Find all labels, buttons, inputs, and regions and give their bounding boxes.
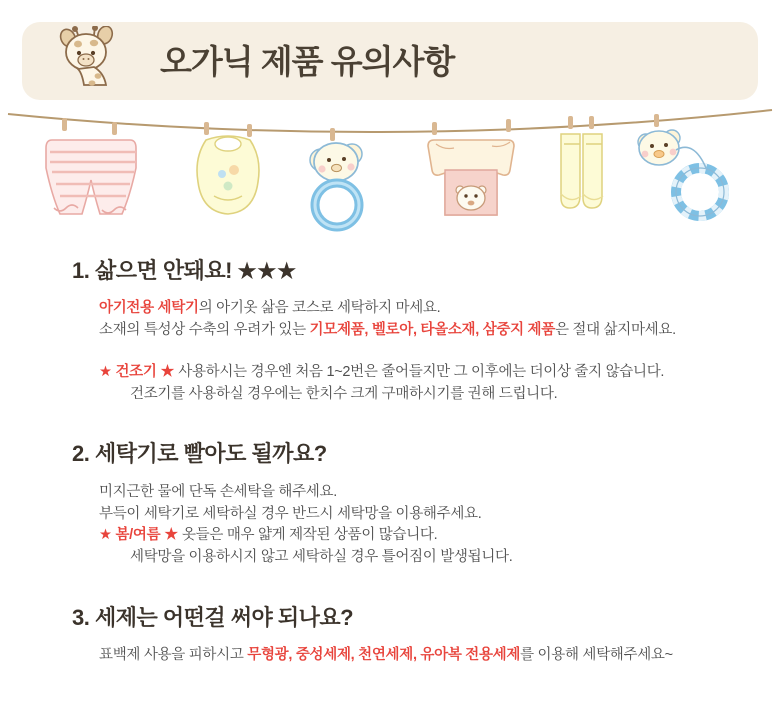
text-plain: 부득이 세탁기로 세탁하실 경우 반드시 세탁망을 이용해주세요. xyxy=(99,505,482,522)
star-icon: ★ xyxy=(99,527,116,544)
spacer xyxy=(0,342,780,362)
text-plain: 세탁망을 이용하시지 않고 세탁하실 경우 틀어짐이 발생됩니다. xyxy=(130,549,513,566)
section-2-heading xyxy=(0,441,780,467)
baby-socks xyxy=(561,116,603,208)
duck-rattle-toy xyxy=(638,114,724,216)
section-1-line-1 xyxy=(0,298,780,320)
section-1-line-4 xyxy=(0,384,780,406)
section-3-heading xyxy=(0,605,780,631)
section-1-line-2 xyxy=(0,320,780,342)
giraffe-icon xyxy=(48,26,140,100)
text-detergents: 무형광, 중성세제, 천연세제, 유아복 전용세제 xyxy=(247,647,521,664)
baby-top xyxy=(428,119,514,215)
section-2-line-3 xyxy=(0,525,780,547)
section-2-line-2 xyxy=(0,504,780,526)
section-2-line-4 xyxy=(0,547,780,569)
text-season: 봄/여름 xyxy=(115,527,161,544)
section-2 xyxy=(0,441,780,568)
text-washing-machine: 아기전용 세탁기 xyxy=(99,300,199,317)
section-2-number: 2. xyxy=(72,441,90,467)
clothesline-illustration xyxy=(0,100,780,260)
section-1-heading xyxy=(0,258,780,284)
section-2-line-1 xyxy=(0,482,780,504)
section-1-line-3 xyxy=(0,362,780,384)
star-icon: ★ xyxy=(160,527,182,544)
section-2-question: 세탁기로 빨아도 될까요? xyxy=(94,441,327,467)
section-3 xyxy=(0,605,780,667)
text-plain: 미지근한 물에 단독 손세탁을 해주세요. xyxy=(99,483,337,500)
baby-bib xyxy=(197,122,259,214)
section-1-question: 삶으면 안돼요! xyxy=(94,258,232,283)
star-icon: ★ xyxy=(99,363,116,380)
text-plain: 를 이용해 세탁해주세요~ xyxy=(520,647,673,664)
star-icon: ★ xyxy=(156,363,179,380)
text-plain: 건조기를 사용하실 경우에는 한치수 크게 구매하시기를 권해 드립니다. xyxy=(130,385,558,402)
spacer xyxy=(0,575,780,605)
baby-bloomers xyxy=(46,118,136,214)
notice-content xyxy=(0,258,780,673)
text-plain: 의 아기옷 삶음 코스로 세탁하지 마세요. xyxy=(198,300,441,317)
section-3-number: 3. xyxy=(72,604,90,630)
section-1 xyxy=(0,258,780,405)
section-1-stars: ★★★ xyxy=(237,260,298,283)
section-3-question: 세제는 어떤걸 써야 되나요? xyxy=(94,604,354,630)
spacer xyxy=(0,411,780,441)
text-plain: 소재의 특성상 수축의 우려가 있는 xyxy=(99,322,310,339)
bear-rattle-toy xyxy=(310,128,362,227)
text-plain: 사용하시는 경우엔 처음 1~2번은 줄어들지만 그 이후에는 더이상 줄지 않습니다. xyxy=(178,363,665,380)
text-dryer: 건조기 xyxy=(115,363,157,380)
text-plain: 표백제 사용을 피하시고 xyxy=(99,647,248,664)
section-3-line-1 xyxy=(0,645,780,667)
page-title: 오가닉 제품 유의사항 xyxy=(160,43,455,80)
section-1-number: 1. xyxy=(72,258,90,283)
text-materials: 기모제품, 벨로아, 타올소재, 삼중지 제품 xyxy=(309,322,555,339)
text-plain: 은 절대 삶지마세요. xyxy=(554,322,676,339)
text-plain: 옷들은 매우 얇게 제작된 상품이 많습니다. xyxy=(181,527,438,544)
